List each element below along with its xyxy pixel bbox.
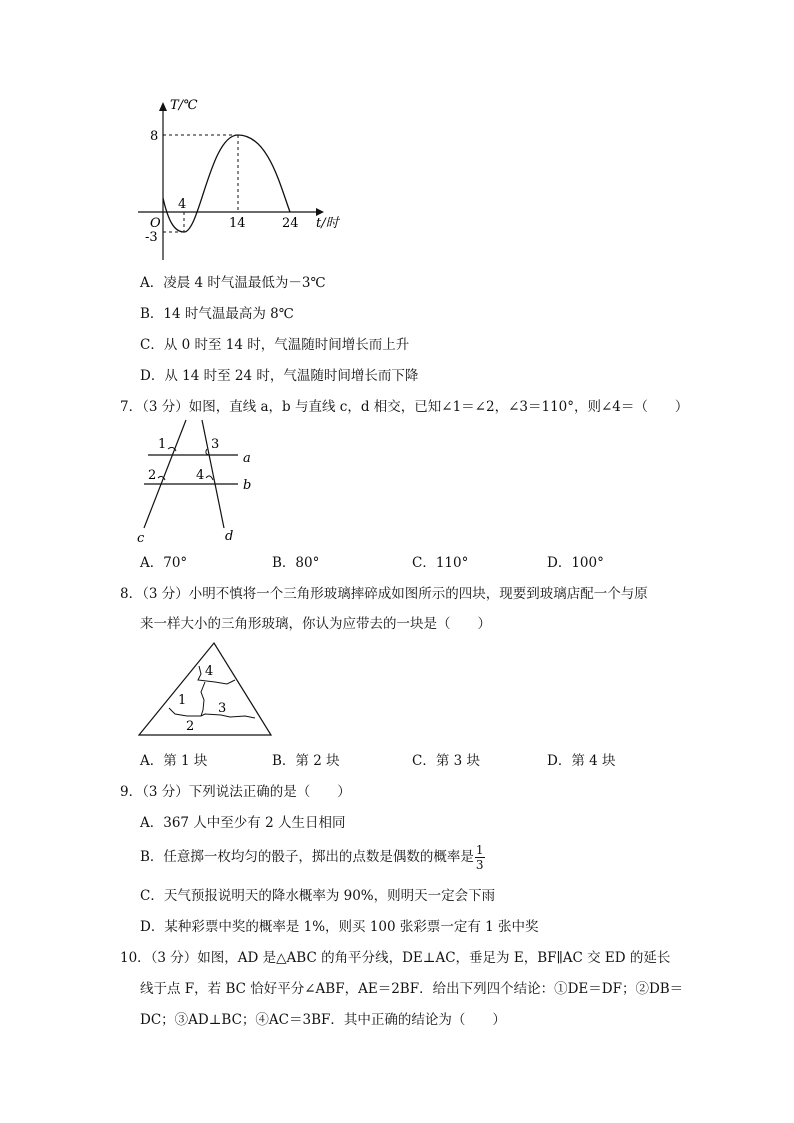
q10-stem-line1: 10．（3 分）如图，AD 是△ABC 的角平分线，DE⊥AC，垂足为 E，BF∥AC 交 ED 的延长 bbox=[120, 950, 671, 966]
label-b: b bbox=[243, 478, 252, 493]
angle-3-label: 3 bbox=[211, 437, 220, 452]
piece-4-label: 4 bbox=[205, 664, 214, 679]
angle-4-arc bbox=[206, 476, 213, 480]
x-axis-label: t/时 bbox=[316, 216, 339, 231]
x-tick-24: 24 bbox=[282, 216, 299, 231]
q9-option-c: C．天气预报说明天的降水概率为 90%，则明天一定会下雨 bbox=[140, 888, 496, 904]
q8-option-d: D．第 4 块 bbox=[547, 753, 616, 769]
label-d: d bbox=[225, 529, 234, 544]
angle-1-label: 1 bbox=[158, 437, 167, 452]
y-tick-8: 8 bbox=[150, 129, 159, 144]
q8-option-c: C．第 3 块 bbox=[412, 753, 481, 769]
label-a: a bbox=[243, 451, 251, 466]
fraction-numerator: 1 bbox=[475, 843, 484, 857]
q9-option-d: D．某种彩票中奖的概率是 1%，则买 100 张彩票一定有 1 张中奖 bbox=[140, 919, 539, 935]
y-tick-minus-3: -3 bbox=[145, 230, 158, 245]
q9-stem: 9．（3 分）下列说法正确的是（ ） bbox=[120, 784, 351, 800]
y-axis-label: T/℃ bbox=[170, 98, 198, 113]
q6-option-b: B．14 时气温最高为 8℃ bbox=[140, 306, 294, 322]
q9-option-b-text: B．任意掷一枚均匀的骰子，掷出的点数是偶数的概率是 bbox=[140, 849, 474, 865]
q8-option-a: A．第 1 块 bbox=[140, 753, 208, 769]
temperature-graph bbox=[130, 95, 360, 270]
piece-2-label: 2 bbox=[186, 719, 195, 734]
piece-1-label: 1 bbox=[178, 693, 187, 708]
q6-option-c: C．从 0 时至 14 时，气温随时间增长而上升 bbox=[140, 337, 410, 353]
q6-option-d: D．从 14 时至 24 时，气温随时间增长而下降 bbox=[140, 368, 419, 384]
angle-4-label: 4 bbox=[196, 468, 205, 483]
x-tick-14: 14 bbox=[229, 216, 246, 231]
q8-stem-line2: 来一样大小的三角形玻璃，你认为应带去的一块是（ ） bbox=[140, 616, 491, 632]
q6-option-a: A．凌晨 4 时气温最低为－3℃ bbox=[140, 275, 326, 291]
crack-middle bbox=[201, 682, 205, 716]
q9-option-a: A．367 人中至少有 2 人生日相同 bbox=[140, 815, 346, 831]
q8-option-b: B．第 2 块 bbox=[272, 753, 340, 769]
fraction-denominator: 3 bbox=[475, 858, 484, 872]
fraction-one-third bbox=[475, 844, 485, 871]
q10-stem-line2: 线于点 F，若 BC 恰好平分∠ABF，AE＝2BF．给出下列四个结论：①DE＝DF；②DB＝ bbox=[140, 981, 684, 997]
q8-stem-line1: 8．（3 分）小明不慎将一个三角形玻璃摔碎成如图所示的四块，现要到玻璃店配一个与原 bbox=[120, 586, 648, 602]
x-axis-arrow bbox=[316, 208, 324, 216]
q9-option-b bbox=[140, 844, 485, 871]
q7-figure bbox=[130, 418, 260, 546]
temperature-curve bbox=[163, 135, 290, 232]
crack-left bbox=[169, 708, 255, 718]
q7-stem: 7．（3 分）如图，直线 a，b 与直线 c，d 相交，已知∠1＝∠2，∠3＝110°，则∠4＝（ ） bbox=[120, 399, 689, 415]
origin-label: O bbox=[150, 216, 161, 231]
x-tick-4: 4 bbox=[178, 197, 187, 212]
q8-broken-glass-figure bbox=[135, 640, 275, 738]
q7-option-b: B．80° bbox=[272, 555, 320, 571]
piece-3-label: 3 bbox=[218, 701, 227, 716]
q7-option-c: C．110° bbox=[412, 555, 469, 571]
triangle-outline bbox=[139, 643, 271, 735]
q10-stem-line3: DC；③AD⊥BC；④AC＝3BF．其中正确的结论为（ ） bbox=[140, 1012, 506, 1028]
y-axis-arrow bbox=[159, 102, 167, 111]
q7-option-a: A．70° bbox=[140, 555, 188, 571]
angle-2-label: 2 bbox=[148, 468, 157, 483]
q7-option-d: D．100° bbox=[547, 555, 604, 571]
label-c: c bbox=[137, 531, 145, 546]
